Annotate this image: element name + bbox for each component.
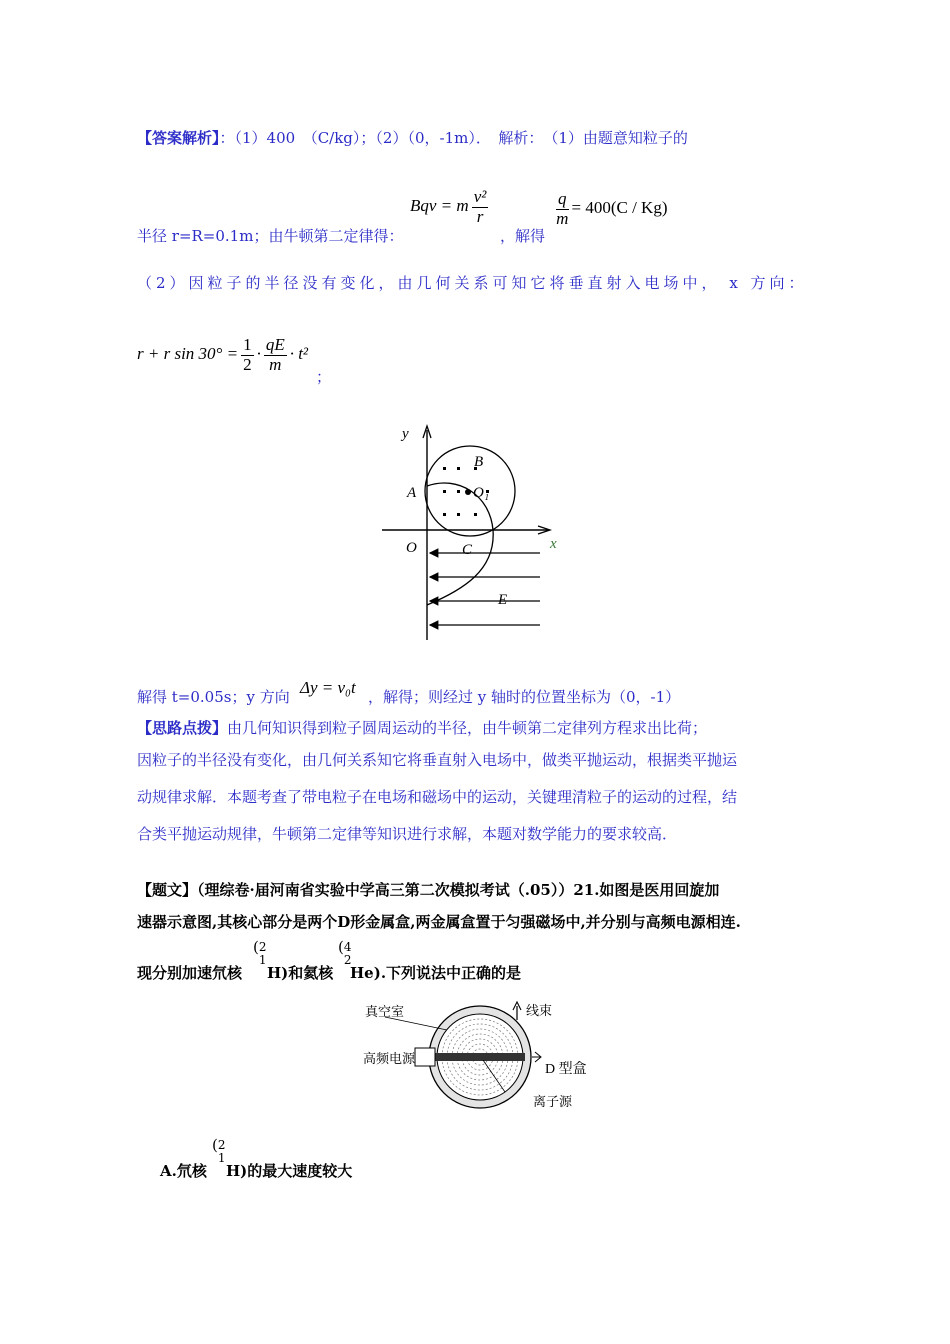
fraction xyxy=(241,336,254,374)
field-diagram xyxy=(378,420,568,645)
hf-source-box xyxy=(415,1048,435,1066)
answer-text: ：（1）400 （C/kg）；（2）（0，-1m）． 解析： （1）由题意知粒子的 xyxy=(219,129,688,147)
formula-ratio xyxy=(553,190,668,228)
answer-line-1 xyxy=(137,127,688,148)
answer-line-3: （2）因粒子的半径没有变化，由几何关系可知它将垂直射入电场中， x 方向： xyxy=(137,274,808,292)
formula-dot: · xyxy=(256,344,261,364)
hint-line-3: 动规律求解．本题考查了带电粒子在电场和磁场中的运动，关键理清粒子的运动的过程，结 xyxy=(137,788,738,806)
cyclotron-diagram xyxy=(355,1000,605,1115)
atomic-number: 2 xyxy=(343,953,352,967)
mass-number: 4 xyxy=(343,940,352,954)
answer-line-5b: ，解得；则经过 y 轴时的位置坐标为（0，-1） xyxy=(368,688,681,706)
question-line-3a: 现分别加速氘核 xyxy=(137,964,243,982)
formula-y-motion: Δy = v₀t xyxy=(300,678,356,697)
answer-line-2b: ，解得 xyxy=(500,227,546,245)
option-a-prefix: A.氘核 xyxy=(160,1162,207,1180)
label-c: C xyxy=(462,542,473,558)
formula-x-motion xyxy=(137,336,308,374)
hint-line-1 xyxy=(137,717,707,738)
gap xyxy=(435,1053,525,1061)
fraction xyxy=(556,190,569,228)
fraction-num: 1 xyxy=(243,335,252,354)
formula-lhs: Bqv = m xyxy=(410,196,469,216)
hint-line-4: 合类平抛运动规律，牛顿第二定律等知识进行求解，本题对数学能力的要求较高． xyxy=(137,825,678,843)
fraction-den: m xyxy=(269,354,282,374)
question-line-2: 速器示意图,其核心部分是两个D形金属盒,两金属盒置于匀强磁场中,并分别与高频电源相连. xyxy=(137,913,741,931)
atomic-number: 1 xyxy=(217,1151,226,1165)
answer-line-4-tail: ； xyxy=(316,368,332,386)
question-line-1 xyxy=(137,879,719,900)
question-line-3c: He).下列说法中正确的是 xyxy=(350,964,522,982)
fraction xyxy=(264,336,287,374)
label-vacuum: 真空室 xyxy=(365,1004,405,1019)
label-a: A xyxy=(407,485,417,501)
option-a-notation xyxy=(212,1136,226,1165)
option-a-text: H)的最大速度较大 xyxy=(226,1162,353,1180)
label-d-box: D 型盒 xyxy=(545,1062,587,1077)
formula-newton xyxy=(410,188,491,226)
label-x: x xyxy=(550,536,557,552)
question-label: 【题文】 xyxy=(137,881,198,899)
formula-rhs: = 400(C / Kg) xyxy=(571,198,668,218)
formula-lhs: r + r sin 30° = xyxy=(137,344,239,364)
mass-number: 2 xyxy=(217,1138,226,1152)
hint-line-2: 因粒子的半径没有变化，由几何关系知它将垂直射入电场中，做类平抛运动，根据类平抛运 xyxy=(137,751,738,769)
mass-number: 2 xyxy=(258,940,267,954)
question-text: （理综卷·届河南省实验中学高三第二次模拟考试（.05））21.如图是医用回旋加 xyxy=(197,881,720,899)
fraction-num: qE xyxy=(265,335,285,354)
fraction xyxy=(472,188,489,226)
label-origin: O xyxy=(406,540,417,556)
label-beam: 线束 xyxy=(526,1003,553,1018)
fraction-den: 2 xyxy=(243,354,252,374)
hint-label: 【思路点拨】 xyxy=(137,719,228,737)
d-box-pointer xyxy=(532,1052,541,1062)
label-e: E xyxy=(498,592,508,608)
answer-line-2a: 半径 r=R=0.1m；由牛顿第二定律得： xyxy=(137,227,404,245)
label-hf-source: 高频电源 xyxy=(363,1051,416,1066)
question-line-3b: H)和氦核 xyxy=(267,964,334,982)
answer-line-5a: 解得 t=0.05s；y 方向 xyxy=(137,688,290,706)
paren: ( xyxy=(338,938,344,956)
formula-tail: · t² xyxy=(289,344,309,364)
fraction-den: r xyxy=(476,206,484,226)
hint-text: 由几何知识得到粒子圆周运动的半径，由牛顿第二定律列方程求出比荷； xyxy=(227,719,708,737)
answer-label: 【答案解析】 xyxy=(137,129,220,147)
paren: ( xyxy=(212,1136,218,1154)
label-y: y xyxy=(402,426,409,442)
fraction-num: q xyxy=(558,189,567,208)
particle-trajectory xyxy=(427,483,493,605)
deuteron-notation xyxy=(253,938,267,967)
fraction-num: v² xyxy=(473,187,487,206)
label-o1: O₁ xyxy=(473,485,490,501)
label-b: B xyxy=(474,454,484,470)
fraction-den: m xyxy=(556,208,569,228)
paren: ( xyxy=(253,938,259,956)
label-ion-source: 离子源 xyxy=(533,1094,573,1109)
atomic-number: 1 xyxy=(258,953,267,967)
